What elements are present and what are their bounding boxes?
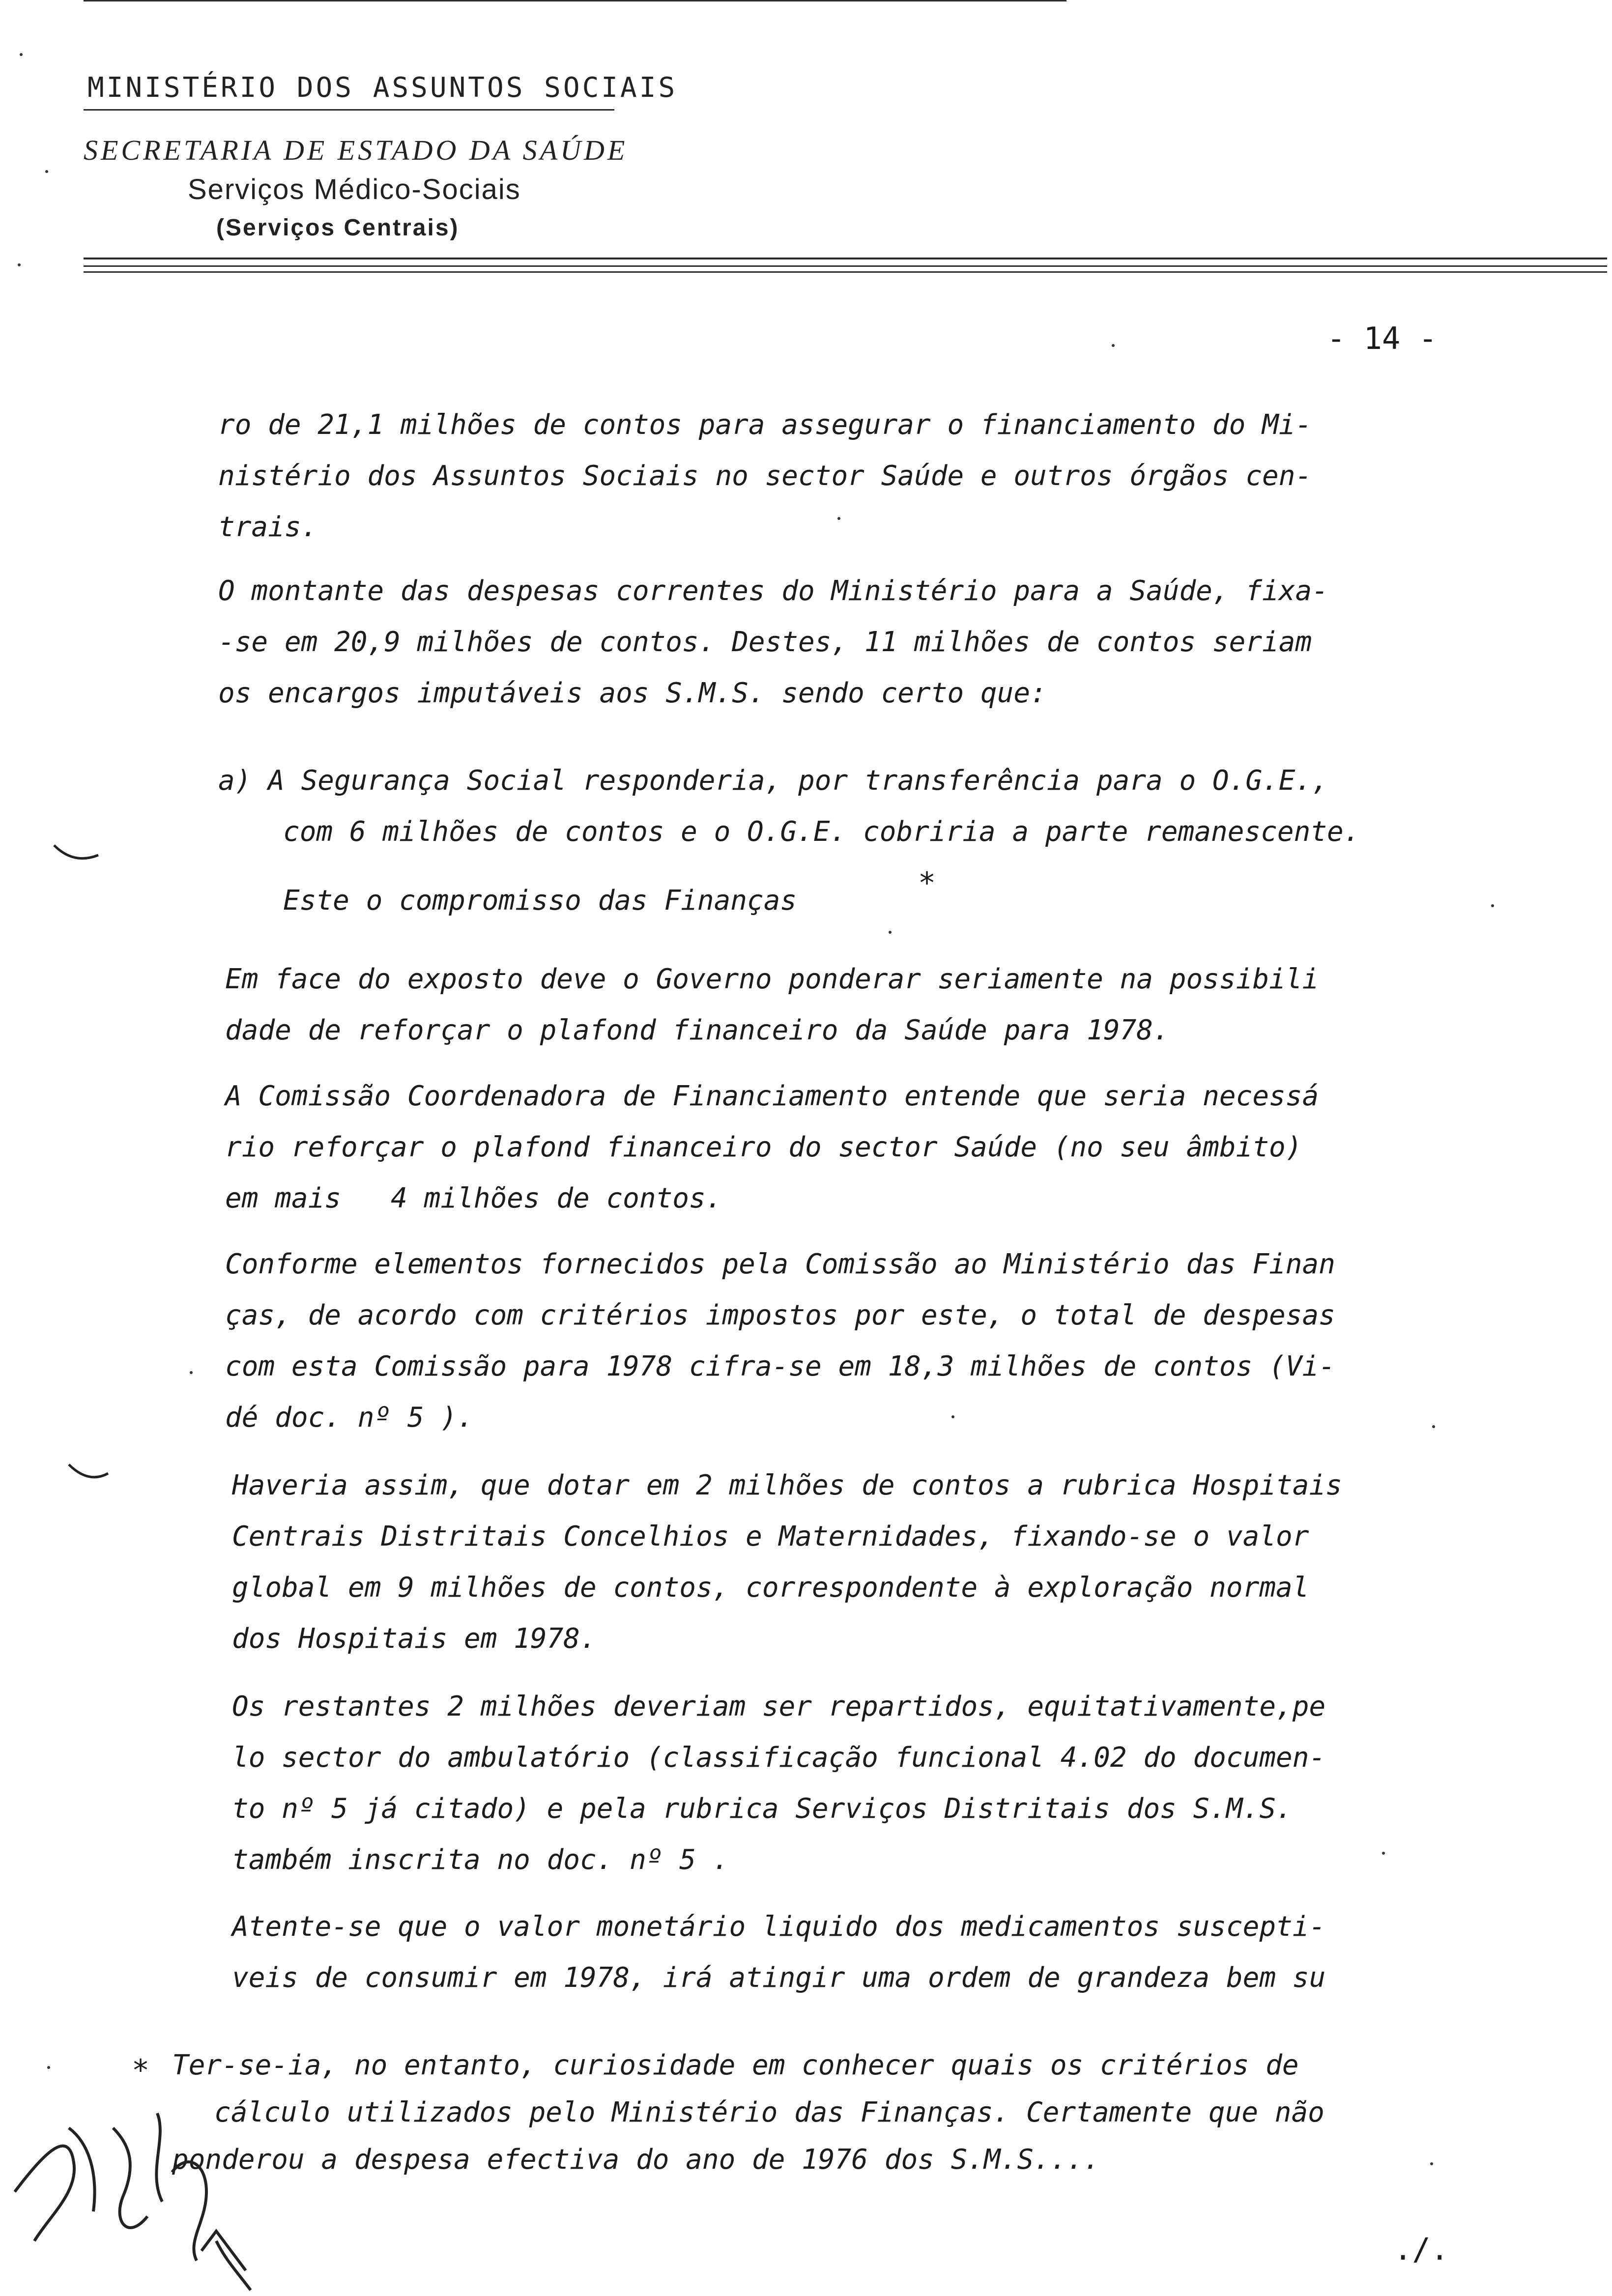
continuation-mark: ./. (1394, 2231, 1449, 2267)
body-line: -se em 20,9 milhões de contos. Destes, 11 milhões de contos seriam (218, 626, 1312, 658)
body-line: ro de 21,1 milhões de contos para assegurar o financiamento do Mi- (218, 409, 1312, 441)
servicos-centrais: (Serviços Centrais) (216, 215, 460, 241)
body-line: dos Hospitais em 1978. (232, 1623, 597, 1655)
body-line: dé doc. nº 5 ). (225, 1402, 474, 1434)
body-line: O montante das despesas correntes do Ministério para a Saúde, fixa- (218, 575, 1328, 607)
scan-speck (45, 170, 48, 173)
body-line: A Comissão Coordenadora de Financiamento entende que seria necessá (225, 1080, 1319, 1112)
signature-stroke (15, 2113, 251, 2290)
ministry-name: MINISTÉRIO DOS ASSUNTOS SOCIAIS (87, 72, 678, 104)
scan-speck (837, 517, 840, 520)
body-line: to nº 5 já citado) e pela rubrica Serviços Distritais dos S.M.S. (232, 1793, 1293, 1825)
scan-speck (1112, 344, 1115, 347)
scan-speck (1382, 1852, 1385, 1855)
body-line: com 6 milhões de contos e o O.G.E. cobriria a parte remanescente. (283, 816, 1360, 848)
body-line: rio reforçar o plafond financeiro do sector Saúde (no seu âmbito) (225, 1131, 1302, 1163)
scan-speck (1491, 904, 1494, 907)
scan-speck (47, 2066, 50, 2069)
body-line: veis de consumir em 1978, irá atingir uma ordem de grandeza bem su (232, 1962, 1326, 1994)
body-line: os encargos imputáveis aos S.M.S. sendo certo que: (218, 677, 1047, 709)
body-line: em mais 4 milhões de contos. (225, 1182, 722, 1214)
body-line: dade de reforçar o plafond financeiro da Saúde para 1978. (225, 1014, 1170, 1046)
footnote-marker: * (918, 866, 936, 900)
body-line: com esta Comissão para 1978 cifra-se em 18,3 milhões de contos (Vi- (225, 1350, 1335, 1382)
scan-speck (1432, 1425, 1435, 1428)
body-line: Haveria assim, que dotar em 2 milhões de contos a rubrica Hospitais (232, 1469, 1342, 1501)
body-line: trais. (218, 511, 318, 543)
body-line: Este o compromisso das Finanças (283, 885, 797, 917)
punch-hole-lower (69, 1464, 108, 1477)
body-line: Os restantes 2 milhões deveriam ser repartidos, equitativamente,pe (232, 1691, 1326, 1722)
body-line: ças, de acordo com critérios impostos por este, o total de despesas (225, 1299, 1335, 1331)
body-line: Centrais Distritais Concelhios e Maternidades, fixando-se o valor (232, 1521, 1309, 1552)
body-line: lo sector do ambulatório (classificação funcional 4.02 do documen- (232, 1742, 1326, 1774)
scan-speck (20, 53, 23, 56)
footnote-marker-bottom: * (132, 2053, 150, 2088)
body-line: Atente-se que o valor monetário liquido dos medicamentos suscepti- (232, 1911, 1326, 1943)
footnote-line: ponderou a despesa efectiva do ano de 1976 dos S.M.S.... (172, 2144, 1100, 2176)
scan-speck (1430, 2162, 1433, 2165)
scan-speck (951, 1415, 954, 1418)
body-line: Conforme elementos fornecidos pela Comissão ao Ministério das Finan (225, 1248, 1335, 1280)
secretaria-name: SECRETARIA DE ESTADO DA SAÚDE (84, 134, 628, 166)
page-number: - 14 - (1327, 320, 1437, 356)
body-line: também inscrita no doc. nº 5 . (232, 1844, 729, 1876)
footnote-line: cálculo utilizados pelo Ministério das Finanças. Certamente que não (214, 2096, 1324, 2128)
scan-speck (18, 263, 21, 266)
punch-hole-upper (54, 845, 98, 859)
scan-speck (190, 1371, 193, 1374)
list-item-a: a) A Segurança Social responderia, por transferência para o O.G.E., (218, 765, 1328, 797)
body-line: Em face do exposto deve o Governo ponderar seriamente na possibili (225, 963, 1319, 995)
servicos-name: Serviços Médico-Sociais (188, 173, 521, 205)
footnote-line: Ter-se-ia, no entanto, curiosidade em conhecer quais os critérios de (172, 2049, 1299, 2081)
scan-speck (889, 931, 892, 934)
body-line: nistério dos Assuntos Sociais no sector Saúde e outros órgãos cen- (218, 460, 1312, 492)
body-line: global em 9 milhões de contos, correspondente à exploração normal (232, 1572, 1309, 1604)
